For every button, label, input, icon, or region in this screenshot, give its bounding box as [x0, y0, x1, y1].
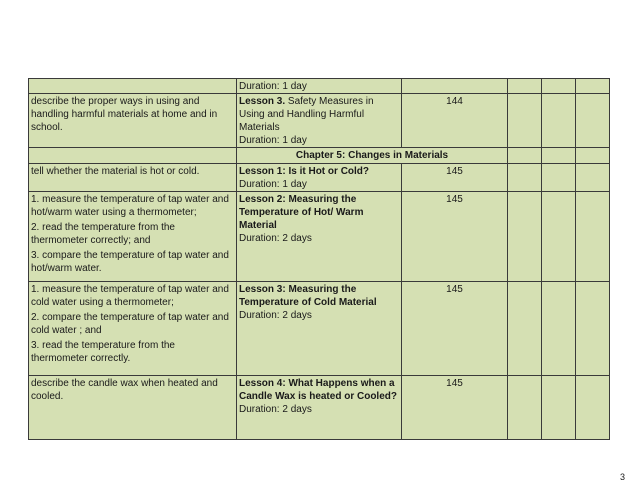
empty-cell: [542, 376, 576, 440]
competency-cell: [29, 376, 237, 440]
empty-cell: [542, 192, 576, 282]
lesson-label: Lesson 3.: [239, 96, 286, 107]
curriculum-table-wrapper: [28, 78, 610, 440]
empty-cell: [29, 148, 237, 164]
page-cell: 145: [402, 192, 508, 282]
lesson-cell: [237, 192, 402, 282]
empty-cell: [576, 164, 610, 192]
competency-text: 2. compare the temperature of tap water and cold water ; and: [31, 312, 229, 336]
duration-text: Duration: 2 days: [239, 233, 312, 244]
competency-cell: [29, 79, 237, 94]
competency-cell: [29, 282, 237, 376]
empty-cell: [508, 192, 542, 282]
duration-text: Duration: 1 day: [239, 179, 307, 190]
duration-text: Duration: 1 day: [239, 135, 307, 146]
empty-cell: [542, 282, 576, 376]
empty-cell: [508, 376, 542, 440]
empty-cell: [576, 376, 610, 440]
duration-text: Duration: 2 days: [239, 404, 312, 415]
empty-cell: [542, 164, 576, 192]
empty-cell: [542, 94, 576, 148]
duration-text: Duration: 2 days: [239, 310, 312, 321]
empty-cell: [508, 282, 542, 376]
empty-cell: [508, 79, 542, 94]
page-cell: [402, 79, 508, 94]
empty-cell: [576, 148, 610, 164]
lesson-cell: [237, 94, 402, 148]
table-row: [29, 376, 610, 440]
empty-cell: [508, 164, 542, 192]
competency-text: 3. compare the temperature of tap water and hot/warm water.: [31, 250, 229, 274]
lesson-cell: [237, 376, 402, 440]
competency-cell: [29, 192, 237, 282]
competency-cell: [29, 164, 237, 192]
empty-cell: [576, 79, 610, 94]
table-row: [29, 164, 610, 192]
competency-text: 3. read the temperature from the thermometer correctly.: [31, 340, 175, 364]
chapter-row: [29, 148, 610, 164]
empty-cell: [508, 94, 542, 148]
page-cell: 145: [402, 282, 508, 376]
lesson-title: Is it Hot or Cold?: [288, 166, 370, 177]
competency-text: 1. measure the temperature of tap water and hot/warm water using a thermometer;: [31, 194, 229, 218]
curriculum-table: [28, 78, 610, 440]
lesson-cell: [237, 164, 402, 192]
empty-cell: [576, 192, 610, 282]
duration-text: Duration: 1 day: [239, 81, 307, 92]
lesson-title: Measuring the Temperature of Hot/ Warm Material: [239, 194, 364, 231]
competency-text: 1. measure the temperature of tap water and cold water using a thermometer;: [31, 284, 229, 308]
table-row: [29, 192, 610, 282]
competency-text: 2. read the temperature from the thermometer correctly; and: [31, 222, 175, 246]
empty-cell: [576, 282, 610, 376]
table-row: [29, 94, 610, 148]
table-row: [29, 282, 610, 376]
competency-text: describe the proper ways in using and handling harmful materials at home and in school.: [31, 96, 218, 133]
lesson-label: Lesson 4:: [239, 378, 286, 389]
competency-text: describe the candle wax when heated and cooled.: [31, 378, 218, 402]
lesson-title: Measuring the Temperature of Cold Material: [239, 284, 377, 308]
page-cell: 145: [402, 164, 508, 192]
lesson-label: Lesson 1:: [239, 166, 286, 177]
table-row: [29, 79, 610, 94]
empty-cell: [576, 94, 610, 148]
lesson-label: Lesson 3:: [239, 284, 286, 295]
page-cell: 145: [402, 376, 508, 440]
chapter-heading: Chapter 5: Changes in Materials: [237, 148, 508, 164]
lesson-label: Lesson 2:: [239, 194, 286, 205]
lesson-cell: [237, 79, 402, 94]
competency-text: tell whether the material is hot or cold.: [31, 166, 200, 177]
empty-cell: [508, 148, 542, 164]
lesson-title: Safety Measures in Using and Handling Harmful Materials: [239, 96, 374, 133]
lesson-cell: [237, 282, 402, 376]
lesson-title: What Happens when a Candle Wax is heated or Cooled?: [239, 378, 397, 402]
empty-cell: [542, 148, 576, 164]
competency-cell: [29, 94, 237, 148]
empty-cell: [542, 79, 576, 94]
page-cell: 144: [402, 94, 508, 148]
page-number: 3: [620, 472, 626, 482]
